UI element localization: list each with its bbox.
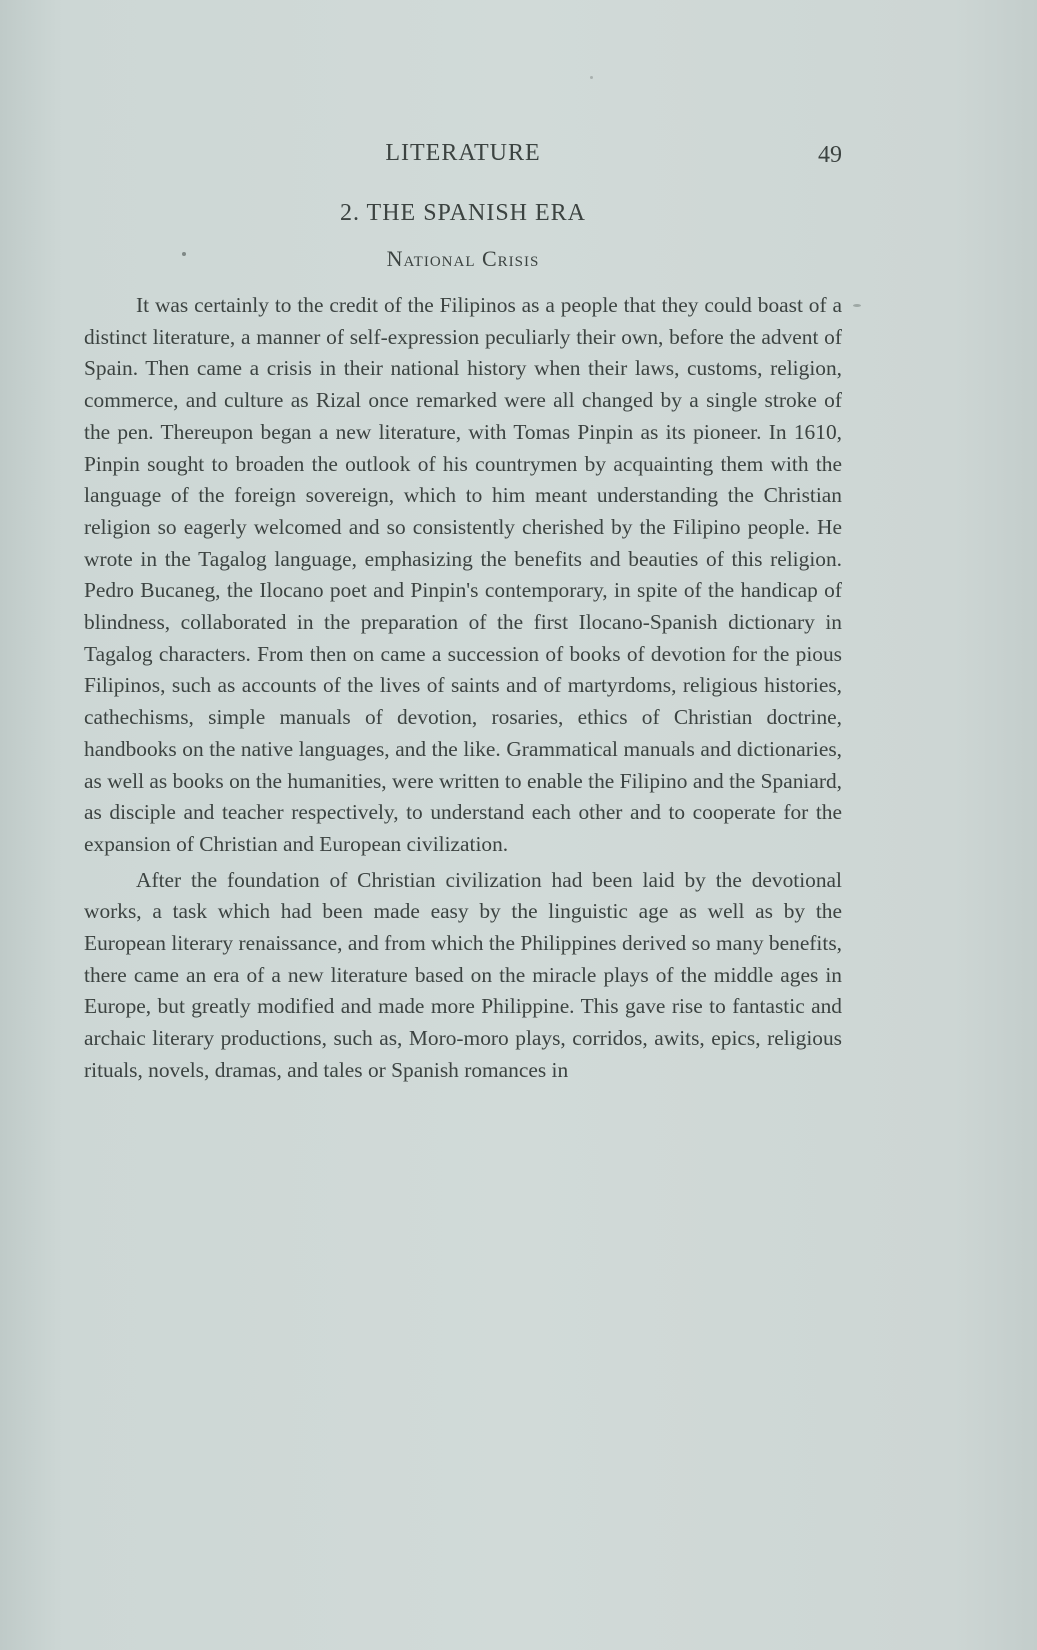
page-number: 49 <box>818 142 842 168</box>
paragraph: After the foundation of Christian civilization had been laid by the devotional works, a task which had been made easy by the linguistic age as well as by the European literary renaissance, and from which the Philippines derived so many benefits, there came an era of a new literature based on the miracle plays of the middle ages in Europe, but greatly modified and made more Philippine. This gave rise to fantastic and archaic literary productions, such as, Moro-moro plays, corridos, awits, epics, religious rituals, novels, dramas, and tales or Spanish romances in <box>84 867 842 1082</box>
running-head <box>84 140 842 176</box>
body-text <box>84 290 842 1091</box>
running-title: LITERATURE <box>385 140 541 166</box>
paragraph: It was certainly to the credit of the Filipinos as a people that they could boast of a distinct literature, a manner of self-expression peculiarly their own, before the advent of Spain. Then came a crisis in their national history when their laws, customs, religion, commerce, and culture as Rizal once remarked were all changed by a single stroke of the pen. Thereupon began a new literature, with Tomas Pinpin as its pioneer. In 1610, Pinpin sought to broaden the outlook of his countrymen by acquainting them with the language of the foreign sovereign, which to him meant understanding the Christian religion so eagerly welcomed and so consistently cherished by the Filipino people. He wrote in the Tagalog language, emphasizing the benefits and beauties of this religion. Pedro Bucaneg, the Ilocano poet and Pinpin's contemporary, in spite of the handicap of blindness, collaborated in the preparation of the first Ilocano-Spanish dictionary in Tagalog characters. From then on came a succession of books of devotion for the pious Filipinos, such as accounts of the lives of saints and of martyrdoms, religious histories, cathechisms, simple manuals of devotion, rosaries, ethics of Christian doctrine, handbooks on the native languages, and the like. Grammatical manuals and dictionaries, as well as books on the humanities, were written to enable the Filipino and the Spaniard, as disciple and teacher respectively, to understand each other and to cooperate for the expansion of Christian and European civilization. <box>84 293 842 856</box>
chapter-heading: 2. THE SPANISH ERA <box>339 200 587 226</box>
paper-speck <box>590 76 593 79</box>
section-heading: National Crisis <box>386 246 540 271</box>
paper-speck <box>853 304 861 307</box>
